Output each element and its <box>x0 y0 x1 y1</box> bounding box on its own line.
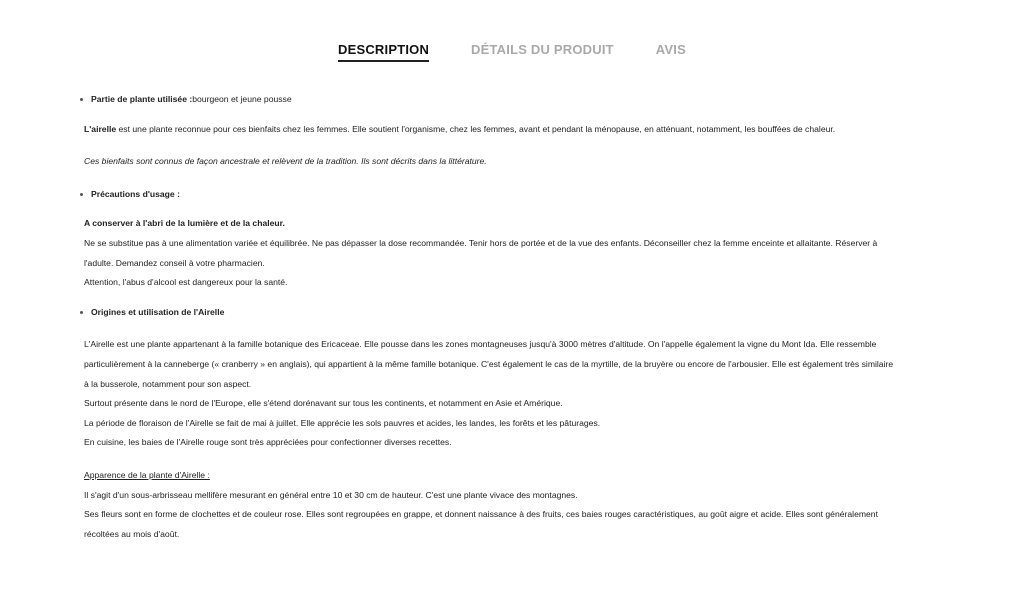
plant-part-item <box>80 90 944 110</box>
tab-reviews[interactable]: AVIS <box>655 42 686 57</box>
origins-line-4: Surtout présente dans le nord de l'Europe, elle s'étend dorénavant sur tous les continents, et notamment en Asie et Amérique. <box>84 398 563 409</box>
origins-heading <box>80 303 944 323</box>
plant-part-label: Partie de plante utilisée : <box>91 94 193 104</box>
bullet-dot-icon <box>80 311 83 314</box>
precautions-heading <box>80 185 944 205</box>
product-tabs <box>0 42 1024 62</box>
precautions-line-1: Ne se substitue pas à une alimentation variée et équilibrée. Ne pas dépasser la dose recommandée. Tenir hors de portée et de la vue des enfants. Déconseiller chez la femme enceinte et allaitante. Réserver à <box>84 237 878 248</box>
tab-description[interactable]: DESCRIPTION <box>338 42 429 62</box>
origins-line-6: En cuisine, les baies de l'Airelle rouge sont très appréciées pour confectionner diverses recettes. <box>84 437 452 448</box>
tradition-paragraph: Ces bienfaits sont connus de façon ancestrale et relèvent de la tradition. Ils sont décrits dans la littérature. <box>84 156 487 167</box>
origins-line-1: L'Airelle est une plante appartenant à la famille botanique des Ericaceae. Elle pousse dans les zones montagneuses jusqu'à 3000 mètres d'altitude. On l'appelle également la vigne du Mont Ida. Elle ressemble <box>84 339 877 350</box>
origins-line-2: particulièrement à la canneberge (« cranberry » en anglais), qui appartient à la même famille botanique. C'est également le cas de la myrtille, de la bruyère ou encore de l'arbousier. Elle est également très similaire <box>84 358 894 369</box>
intro-bold: L'airelle <box>84 123 117 134</box>
appearance-line-3: récoltées au mois d'août. <box>84 528 180 539</box>
description-content <box>84 90 944 544</box>
precautions-line-2: l'adulte. Demandez conseil à votre pharmacien. <box>84 257 265 268</box>
appearance-heading: Apparence de la plante d'Airelle : <box>84 469 210 480</box>
plant-part-value: bourgeon et jeune pousse <box>192 94 292 104</box>
bullet-dot-icon <box>80 193 83 196</box>
intro-paragraph <box>84 120 944 140</box>
origins-heading-text: Origines et utilisation de l'Airelle <box>91 306 225 317</box>
precautions-heading-text: Précautions d'usage : <box>91 188 180 199</box>
storage-text: A conserver à l'abri de la lumière et de la chaleur. <box>84 218 285 229</box>
precautions-line-3: Attention, l'abus d'alcool est dangereux pour la santé. <box>84 277 288 288</box>
intro-text: est une plante reconnue pour ces bienfaits chez les femmes. Elle soutient l'organisme, chez les femmes, avant et pendant la ménopause, en atténuant, notamment, les bouffées de chaleur. <box>116 123 836 134</box>
appearance-line-2: Ses fleurs sont en forme de clochettes et de couleur rose. Elles sont regroupées en grappe, et donnent naissance à des fruits, ces baies rouges caractéristiques, au goût aigre et acide. Elles sont généralement <box>84 509 878 520</box>
appearance-line-1: Il s'agit d'un sous-arbrisseau mellifère mesurant en général entre 10 et 30 cm de hauteur. C'est une plante vivace des montagnes. <box>84 489 578 500</box>
origins-line-5: La période de floraison de l'Airelle se fait de mai à juillet. Elle apprécie les sols pauvres et acides, les landes, les forêts et les pâturages. <box>84 417 601 428</box>
bullet-dot-icon <box>80 98 83 101</box>
tab-product-details[interactable]: DÉTAILS DU PRODUIT <box>471 42 614 57</box>
origins-line-3: à la busserole, notamment pour son aspect. <box>84 378 252 389</box>
